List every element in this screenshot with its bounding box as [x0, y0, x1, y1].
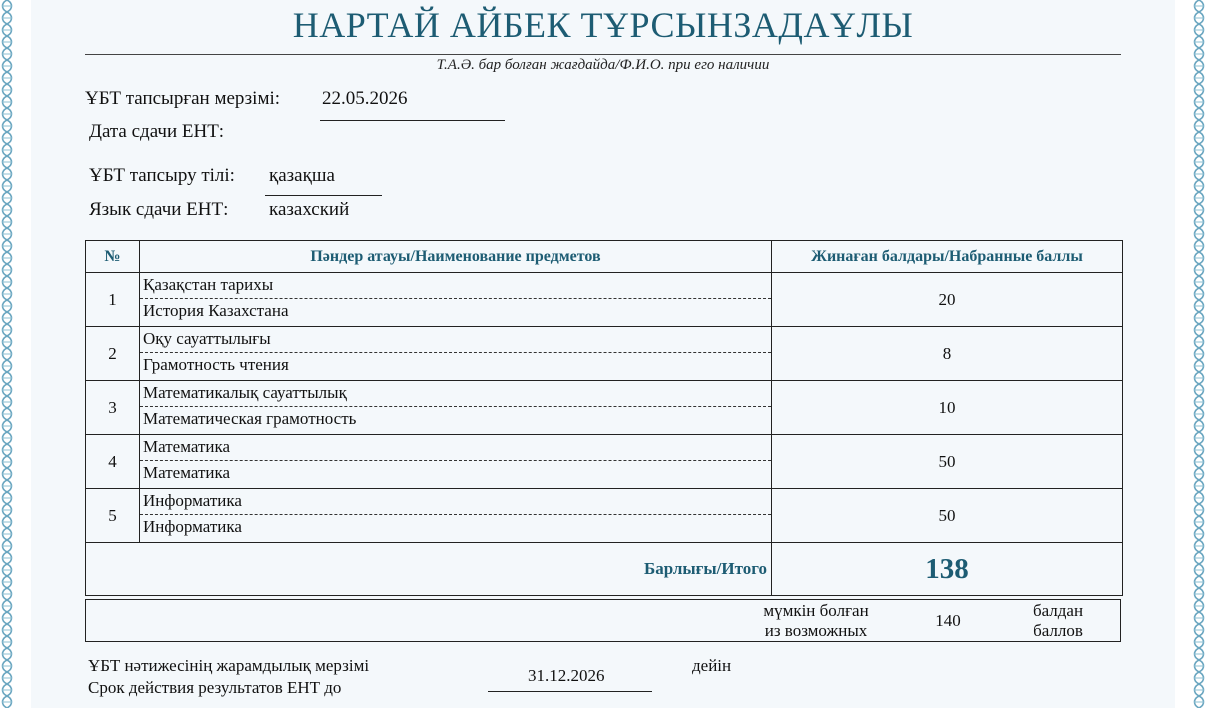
subject-name-kz: Математика	[140, 435, 771, 461]
validity-date-underline	[488, 691, 652, 692]
subject-score: 50	[772, 489, 1123, 543]
table-row	[86, 489, 1123, 543]
table-header-row	[86, 241, 1123, 273]
name-caption: Т.А.Ә. бар болған жағдайда/Ф.И.О. при его наличии	[436, 57, 770, 73]
full-name-title: НАРТАЙ АЙБЕК ТҰРСЫНЗАДАҰЛЫ	[292, 5, 914, 45]
decorative-border-right	[1175, 0, 1206, 708]
border-pattern-icon	[1192, 0, 1206, 708]
exam-language-value-kz: қазақша	[269, 165, 335, 186]
possible-left-label	[736, 601, 896, 641]
total-row	[86, 543, 1123, 596]
table-row	[86, 327, 1123, 381]
subject-score: 8	[772, 327, 1123, 381]
header-subject: Пәндер атауы/Наименование предметов	[140, 241, 772, 273]
row-number: 1	[86, 273, 140, 327]
certificate-page	[31, 0, 1175, 708]
possible-score-box	[85, 599, 1121, 642]
possible-score-value: 140	[935, 611, 961, 630]
validity-suffix: дейін	[692, 656, 732, 675]
subject-name-ru: История Казахстана	[143, 301, 289, 320]
exam-language-label-kz: ҰБТ тапсыру тілі:	[89, 165, 235, 186]
border-pattern-icon	[0, 0, 14, 708]
subject-name-ru: Грамотность чтения	[143, 355, 289, 374]
possible-left-kz: мүмкін болған	[763, 601, 869, 620]
subject-cell	[140, 381, 772, 435]
row-number: 2	[86, 327, 140, 381]
possible-right-ru: баллов	[1033, 621, 1083, 640]
exam-date-underline	[320, 120, 505, 121]
subject-name-ru: Математика	[143, 463, 231, 482]
title-underline	[85, 54, 1121, 55]
validity-date: 31.12.2026	[528, 666, 605, 685]
subject-score: 20	[772, 273, 1123, 327]
exam-date-label-kz: ҰБТ тапсырған мерзімі:	[85, 88, 281, 109]
subject-score: 50	[772, 435, 1123, 489]
header-number: №	[86, 241, 140, 273]
exam-language-label-ru: Язык сдачи ЕНТ:	[89, 199, 229, 220]
table-row	[86, 273, 1123, 327]
subject-cell	[140, 273, 772, 327]
exam-date-value: 22.05.2026	[322, 88, 408, 109]
exam-date-label-ru: Дата сдачи ЕНТ:	[89, 121, 225, 142]
row-number: 5	[86, 489, 140, 543]
possible-right-kz: балдан	[1032, 601, 1084, 620]
scores-table	[85, 240, 1123, 596]
possible-right-label	[1016, 601, 1100, 641]
total-score: 138	[772, 543, 1123, 596]
validity-label-ru: Срок действия результатов ЕНТ до	[88, 678, 342, 697]
subject-score: 10	[772, 381, 1123, 435]
subject-name-ru: Математическая грамотность	[143, 409, 357, 428]
table-row	[86, 381, 1123, 435]
subject-name-kz: Оқу сауаттылығы	[140, 327, 771, 353]
possible-left-ru: из возможных	[764, 621, 868, 640]
row-number: 3	[86, 381, 140, 435]
exam-language-underline	[265, 195, 382, 196]
header-score: Жинаған балдары/Набранные баллы	[772, 241, 1123, 273]
subject-name-ru: Информатика	[143, 517, 242, 536]
subject-name-kz: Қазақстан тарихы	[140, 273, 771, 299]
subject-cell	[140, 489, 772, 543]
decorative-border-left	[0, 0, 31, 708]
exam-language-value-ru: казахский	[269, 199, 350, 220]
row-number: 4	[86, 435, 140, 489]
subject-cell	[140, 435, 772, 489]
total-label: Барлығы/Итого	[86, 543, 772, 596]
table-row	[86, 435, 1123, 489]
validity-label-kz: ҰБТ нәтижесінің жарамдылық мерзімі	[88, 656, 370, 675]
subject-cell	[140, 327, 772, 381]
subject-name-kz: Информатика	[140, 489, 771, 515]
subject-name-kz: Математикалық сауаттылық	[140, 381, 771, 407]
